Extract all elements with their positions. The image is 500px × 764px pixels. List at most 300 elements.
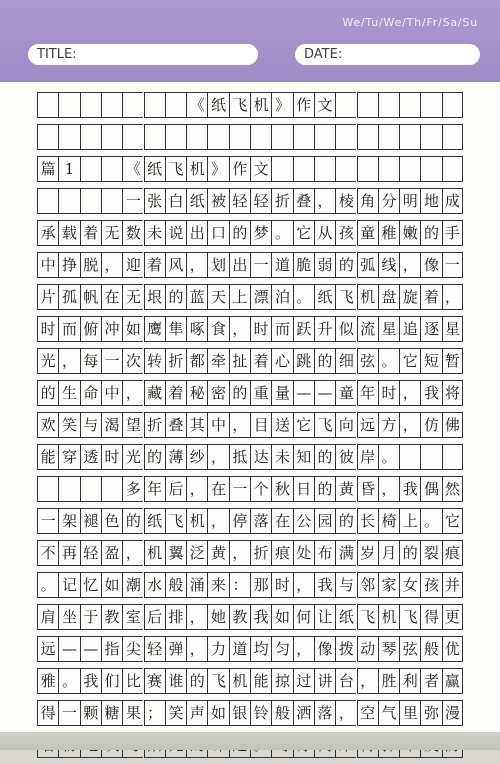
- cell-char: 纸: [147, 159, 163, 178]
- grid-cell: [207, 412, 228, 438]
- grid-cell: [144, 508, 165, 534]
- grid-cell: [378, 572, 399, 598]
- grid-cell: [442, 252, 463, 278]
- grid-cell: [420, 188, 441, 214]
- cell-char: 洒: [296, 703, 312, 722]
- grid-cell: [378, 508, 399, 534]
- grid-cell: [314, 604, 335, 630]
- cell-char: 更: [444, 607, 460, 626]
- cell-char: 黄: [338, 479, 354, 498]
- cell-char: 垠: [147, 287, 163, 306]
- grid-cell: [250, 636, 271, 662]
- grid-cell: [101, 92, 122, 118]
- grid-cell: [144, 156, 165, 182]
- grid-cell: [37, 220, 58, 246]
- grid-cell: [186, 156, 207, 182]
- cell-char: 啄: [189, 319, 205, 338]
- grid-cell: [420, 124, 441, 150]
- cell-char: 作: [296, 95, 312, 114]
- cell-char: 飞: [168, 511, 184, 530]
- grid-cell: [229, 188, 250, 214]
- grid-cell: [101, 156, 122, 182]
- cell-char: 送: [274, 415, 290, 434]
- cell-char: 飞: [360, 607, 376, 626]
- grid-cell: [37, 188, 58, 214]
- grid-cell: [229, 252, 250, 278]
- grid-cell: [420, 700, 441, 726]
- cell-char: 的: [232, 383, 248, 402]
- grid-cell: [229, 668, 250, 694]
- grid-cell: [442, 476, 463, 502]
- grid-cell: [165, 668, 186, 694]
- grid-cell: [250, 444, 271, 470]
- grid-cell: [58, 700, 79, 726]
- cell-char: 它: [444, 511, 460, 530]
- grid-cell: [165, 700, 186, 726]
- grid-cell: [165, 604, 186, 630]
- grid-cell: [378, 540, 399, 566]
- grid-cell: [314, 572, 335, 598]
- cell-char: 岸: [360, 447, 376, 466]
- grid-cell: [186, 284, 207, 310]
- grid-cell: [442, 444, 463, 470]
- grid-cell: [378, 700, 399, 726]
- header-band: [0, 0, 500, 82]
- grid-cell: [122, 284, 143, 310]
- cell-char: 命: [83, 383, 99, 402]
- grid-cell: [399, 284, 420, 310]
- grid-cell: [420, 604, 441, 630]
- cell-char: 仿: [424, 415, 440, 434]
- grid-cell: [442, 412, 463, 438]
- grid-cell: [165, 220, 186, 246]
- cell-char: 流: [360, 319, 376, 338]
- grid-cell: [335, 316, 356, 342]
- cell-char: 飞: [232, 95, 248, 114]
- grid-cell: [399, 156, 420, 182]
- cell-char: 作: [232, 159, 248, 178]
- grid-cell: [335, 700, 356, 726]
- grid-cell: [144, 572, 165, 598]
- grid-cell: [420, 668, 441, 694]
- grid-cell: [144, 92, 165, 118]
- grid-cell: [293, 316, 314, 342]
- cell-char: 均: [253, 639, 269, 658]
- grid-row: [37, 284, 463, 310]
- cell-char: 冲: [104, 319, 120, 338]
- grid-cell: [271, 604, 292, 630]
- grid-cell: [186, 124, 207, 150]
- grid-cell: [165, 124, 186, 150]
- grid-cell: [293, 92, 314, 118]
- cell-char: ，: [189, 607, 205, 626]
- cell-char: 掠: [274, 671, 290, 690]
- cell-char: 扯: [232, 351, 248, 370]
- cell-char: ，: [189, 255, 205, 274]
- grid-cell: [250, 284, 271, 310]
- cell-char: 旋: [402, 287, 418, 306]
- manuscript-grid: [37, 92, 463, 764]
- cell-char: 空: [360, 703, 376, 722]
- grid-cell: [314, 508, 335, 534]
- cell-char: 弧: [360, 255, 376, 274]
- grid-cell: [37, 636, 58, 662]
- grid-cell: [314, 380, 335, 406]
- cell-char: 翼: [168, 543, 184, 562]
- grid-cell: [357, 668, 378, 694]
- grid-cell: [122, 156, 143, 182]
- grid-cell: [314, 220, 335, 246]
- grid-cell: [144, 188, 165, 214]
- grid-cell: [378, 252, 399, 278]
- cell-char: 着: [424, 287, 440, 306]
- cell-char: 鹰: [147, 319, 163, 338]
- grid-cell: [122, 124, 143, 150]
- grid-cell: [378, 380, 399, 406]
- grid-cell: [442, 572, 463, 598]
- grid-cell: [442, 636, 463, 662]
- grid-cell: [442, 540, 463, 566]
- grid-cell: [186, 252, 207, 278]
- grid-cell: [442, 220, 463, 246]
- grid-cell: [101, 348, 122, 374]
- grid-cell: [250, 412, 271, 438]
- cell-char: ，: [296, 575, 312, 594]
- cell-char: 果: [125, 703, 141, 722]
- cell-char: 一: [61, 703, 77, 722]
- grid-cell: [144, 604, 165, 630]
- grid-cell: [314, 316, 335, 342]
- cell-char: —: [296, 383, 312, 402]
- cell-char: 稚: [381, 223, 397, 242]
- cell-char: 像: [317, 639, 333, 658]
- grid-cell: [101, 508, 122, 534]
- cell-char: 谁: [168, 671, 184, 690]
- grid-cell: [58, 572, 79, 598]
- cell-char: 转: [147, 351, 163, 370]
- cell-char: 泛: [189, 543, 205, 562]
- grid-cell: [229, 540, 250, 566]
- grid-cell: [250, 668, 271, 694]
- cell-char: 盘: [381, 287, 397, 306]
- grid-cell: [58, 412, 79, 438]
- grid-cell: [420, 284, 441, 310]
- title-field[interactable]: TITLE:: [28, 44, 258, 65]
- cell-char: 明: [402, 191, 418, 210]
- cell-char: 文: [317, 95, 333, 114]
- cell-char: 机: [232, 671, 248, 690]
- grid-cell: [101, 124, 122, 150]
- cell-char: 从: [317, 223, 333, 242]
- grid-cell: [335, 604, 356, 630]
- grid-cell: [357, 700, 378, 726]
- grid-cell: [271, 284, 292, 310]
- grid-cell: [58, 380, 79, 406]
- grid-cell: [101, 188, 122, 214]
- cell-char: 在: [211, 479, 227, 498]
- cell-char: 载: [61, 223, 77, 242]
- cell-char: 何: [296, 607, 312, 626]
- cell-char: 。: [296, 287, 312, 306]
- weekday-selector[interactable]: We/Tu/We/Th/Fr/Sa/Su: [342, 16, 478, 29]
- cell-char: 迎: [125, 255, 141, 274]
- cell-char: 片: [40, 287, 56, 306]
- cell-char: 般: [424, 639, 440, 658]
- cell-char: 折: [147, 415, 163, 434]
- cell-char: 轻: [147, 639, 163, 658]
- cell-char: —: [61, 639, 77, 658]
- cell-char: 的: [424, 223, 440, 242]
- cell-char: 月: [381, 543, 397, 562]
- grid-cell: [399, 252, 420, 278]
- cell-char: 承: [40, 223, 56, 242]
- cell-char: 蓝: [189, 287, 205, 306]
- grid-cell: [122, 700, 143, 726]
- cell-char: ，: [211, 511, 227, 530]
- cell-char: 于: [83, 607, 99, 626]
- grid-cell: [250, 220, 271, 246]
- grid-cell: [80, 636, 101, 662]
- cell-char: 成: [444, 191, 460, 210]
- cell-char: 中: [40, 255, 56, 274]
- grid-cell: [144, 220, 165, 246]
- cell-char: 不: [40, 543, 56, 562]
- grid-cell: [165, 156, 186, 182]
- cell-char: 角: [360, 191, 376, 210]
- cell-char: 白: [168, 191, 184, 210]
- cell-char: 一: [232, 479, 248, 498]
- cell-char: 着: [168, 383, 184, 402]
- grid-cell: [442, 668, 463, 694]
- grid-cell: [399, 92, 420, 118]
- grid-cell: [271, 252, 292, 278]
- grid-cell: [58, 156, 79, 182]
- cell-char: 的: [317, 351, 333, 370]
- grid-cell: [37, 572, 58, 598]
- cell-char: 折: [253, 543, 269, 562]
- grid-cell: [250, 540, 271, 566]
- date-field[interactable]: DATE:: [295, 44, 480, 65]
- grid-cell: [165, 380, 186, 406]
- grid-row: [37, 348, 463, 374]
- cell-char: 风: [168, 255, 184, 274]
- grid-cell: [442, 604, 463, 630]
- grid-cell: [186, 476, 207, 502]
- grid-cell: [250, 188, 271, 214]
- grid-cell: [80, 252, 101, 278]
- cell-char: 尖: [125, 639, 141, 658]
- cell-char: 时: [381, 383, 397, 402]
- grid-cell: [420, 636, 441, 662]
- grid-cell: [335, 92, 356, 118]
- cell-char: 然: [444, 479, 460, 498]
- cell-char: 孩: [338, 223, 354, 242]
- grid-cell: [58, 220, 79, 246]
- cell-char: 目: [253, 415, 269, 434]
- cell-char: 线: [381, 255, 397, 274]
- grid-cell: [335, 348, 356, 374]
- grid-cell: [271, 572, 292, 598]
- cell-char: 如: [211, 703, 227, 722]
- grid-row: [37, 252, 463, 278]
- cell-char: 漂: [253, 287, 269, 306]
- grid-cell: [250, 380, 271, 406]
- grid-cell: [271, 636, 292, 662]
- grid-cell: [229, 220, 250, 246]
- cell-char: 机: [360, 287, 376, 306]
- grid-row: [37, 700, 463, 726]
- grid-cell: [357, 380, 378, 406]
- grid-row: [37, 380, 463, 406]
- grid-cell: [207, 668, 228, 694]
- cell-char: 远: [360, 415, 376, 434]
- grid-cell: [250, 156, 271, 182]
- cell-char: 让: [317, 607, 333, 626]
- grid-cell: [399, 316, 420, 342]
- cell-char: 一: [125, 191, 141, 210]
- cell-char: 牵: [211, 351, 227, 370]
- cell-char: 拨: [338, 639, 354, 658]
- cell-char: 记: [61, 575, 77, 594]
- grid-cell: [207, 540, 228, 566]
- cell-char: 佛: [444, 415, 460, 434]
- grid-cell: [271, 540, 292, 566]
- grid-cell: [314, 540, 335, 566]
- grid-cell: [58, 604, 79, 630]
- cell-char: 再: [61, 543, 77, 562]
- cell-char: 轻: [232, 191, 248, 210]
- cell-char: 痕: [274, 543, 290, 562]
- grid-cell: [122, 636, 143, 662]
- grid-cell: [420, 508, 441, 534]
- grid-cell: [186, 604, 207, 630]
- grid-cell: [80, 668, 101, 694]
- grid-cell: [122, 252, 143, 278]
- cell-char: ，: [125, 543, 141, 562]
- grid-cell: [335, 540, 356, 566]
- cell-char: 藏: [147, 383, 163, 402]
- grid-cell: [293, 348, 314, 374]
- cell-char: 未: [274, 447, 290, 466]
- grid-cell: [144, 476, 165, 502]
- cell-char: 。: [381, 351, 397, 370]
- cell-char: 银: [232, 703, 248, 722]
- cell-char: 潮: [125, 575, 141, 594]
- grid-cell: [293, 444, 314, 470]
- grid-row: [37, 540, 463, 566]
- cell-char: 漫: [444, 703, 460, 722]
- cell-char: 次: [125, 351, 141, 370]
- grid-cell: [101, 412, 122, 438]
- cell-char: 黄: [211, 543, 227, 562]
- cell-char: 裂: [424, 543, 440, 562]
- grid-cell: [80, 220, 101, 246]
- grid-cell: [293, 508, 314, 534]
- grid-cell: [271, 476, 292, 502]
- cell-char: 划: [211, 255, 227, 274]
- grid-cell: [80, 572, 101, 598]
- grid-cell: [165, 348, 186, 374]
- cell-char: 的: [168, 287, 184, 306]
- grid-cell: [165, 508, 186, 534]
- grid-cell: [80, 380, 101, 406]
- grid-cell: [399, 412, 420, 438]
- grid-cell: [442, 284, 463, 310]
- grid-row: [37, 604, 463, 630]
- grid-cell: [293, 156, 314, 182]
- cell-char: 与: [83, 415, 99, 434]
- cell-char: 飞: [402, 607, 418, 626]
- grid-cell: [442, 380, 463, 406]
- grid-cell: [335, 220, 356, 246]
- grid-cell: [357, 572, 378, 598]
- cell-char: 。: [40, 575, 56, 594]
- grid-cell: [399, 444, 420, 470]
- grid-cell: [165, 636, 186, 662]
- grid-cell: [186, 444, 207, 470]
- cell-char: 机: [189, 159, 205, 178]
- cell-char: 过: [296, 671, 312, 690]
- grid-cell: [335, 188, 356, 214]
- cell-char: 处: [296, 543, 312, 562]
- cell-char: 笑: [61, 415, 77, 434]
- cell-char: ，: [104, 255, 120, 274]
- cell-char: 机: [147, 543, 163, 562]
- cell-char: 升: [317, 319, 333, 338]
- grid-cell: [293, 604, 314, 630]
- grid-cell: [144, 540, 165, 566]
- cell-char: 帆: [83, 287, 99, 306]
- page-bottom-edge: [0, 732, 500, 750]
- cell-char: 叠: [168, 415, 184, 434]
- grid-cell: [165, 92, 186, 118]
- grid-cell: [101, 220, 122, 246]
- grid-cell: [229, 700, 250, 726]
- grid-cell: [229, 636, 250, 662]
- cell-char: 望: [125, 415, 141, 434]
- grid-cell: [207, 188, 228, 214]
- cell-char: 童: [338, 383, 354, 402]
- grid-row: [37, 316, 463, 342]
- grid-cell: [229, 572, 250, 598]
- grid-cell: [314, 476, 335, 502]
- grid-cell: [335, 124, 356, 150]
- cell-char: 。: [274, 223, 290, 242]
- cell-char: 弥: [424, 703, 440, 722]
- grid-row: [37, 476, 463, 502]
- cell-char: 叠: [296, 191, 312, 210]
- grid-cell: [186, 188, 207, 214]
- cell-char: 分: [381, 191, 397, 210]
- cell-char: 》: [274, 95, 290, 114]
- grid-cell: [80, 188, 101, 214]
- cell-char: 指: [104, 639, 120, 658]
- cell-char: —: [83, 639, 99, 658]
- cell-char: ，: [61, 351, 77, 370]
- cell-char: 。: [381, 447, 397, 466]
- grid-cell: [314, 188, 335, 214]
- grid-cell: [207, 700, 228, 726]
- cell-char: 挣: [61, 255, 77, 274]
- grid-cell: [165, 412, 186, 438]
- cell-char: 出: [232, 255, 248, 274]
- cell-char: 嫩: [402, 223, 418, 242]
- cell-char: 隼: [168, 319, 184, 338]
- grid-cell: [207, 284, 228, 310]
- grid-cell: [144, 284, 165, 310]
- grid-cell: [122, 572, 143, 598]
- grid-cell: [80, 156, 101, 182]
